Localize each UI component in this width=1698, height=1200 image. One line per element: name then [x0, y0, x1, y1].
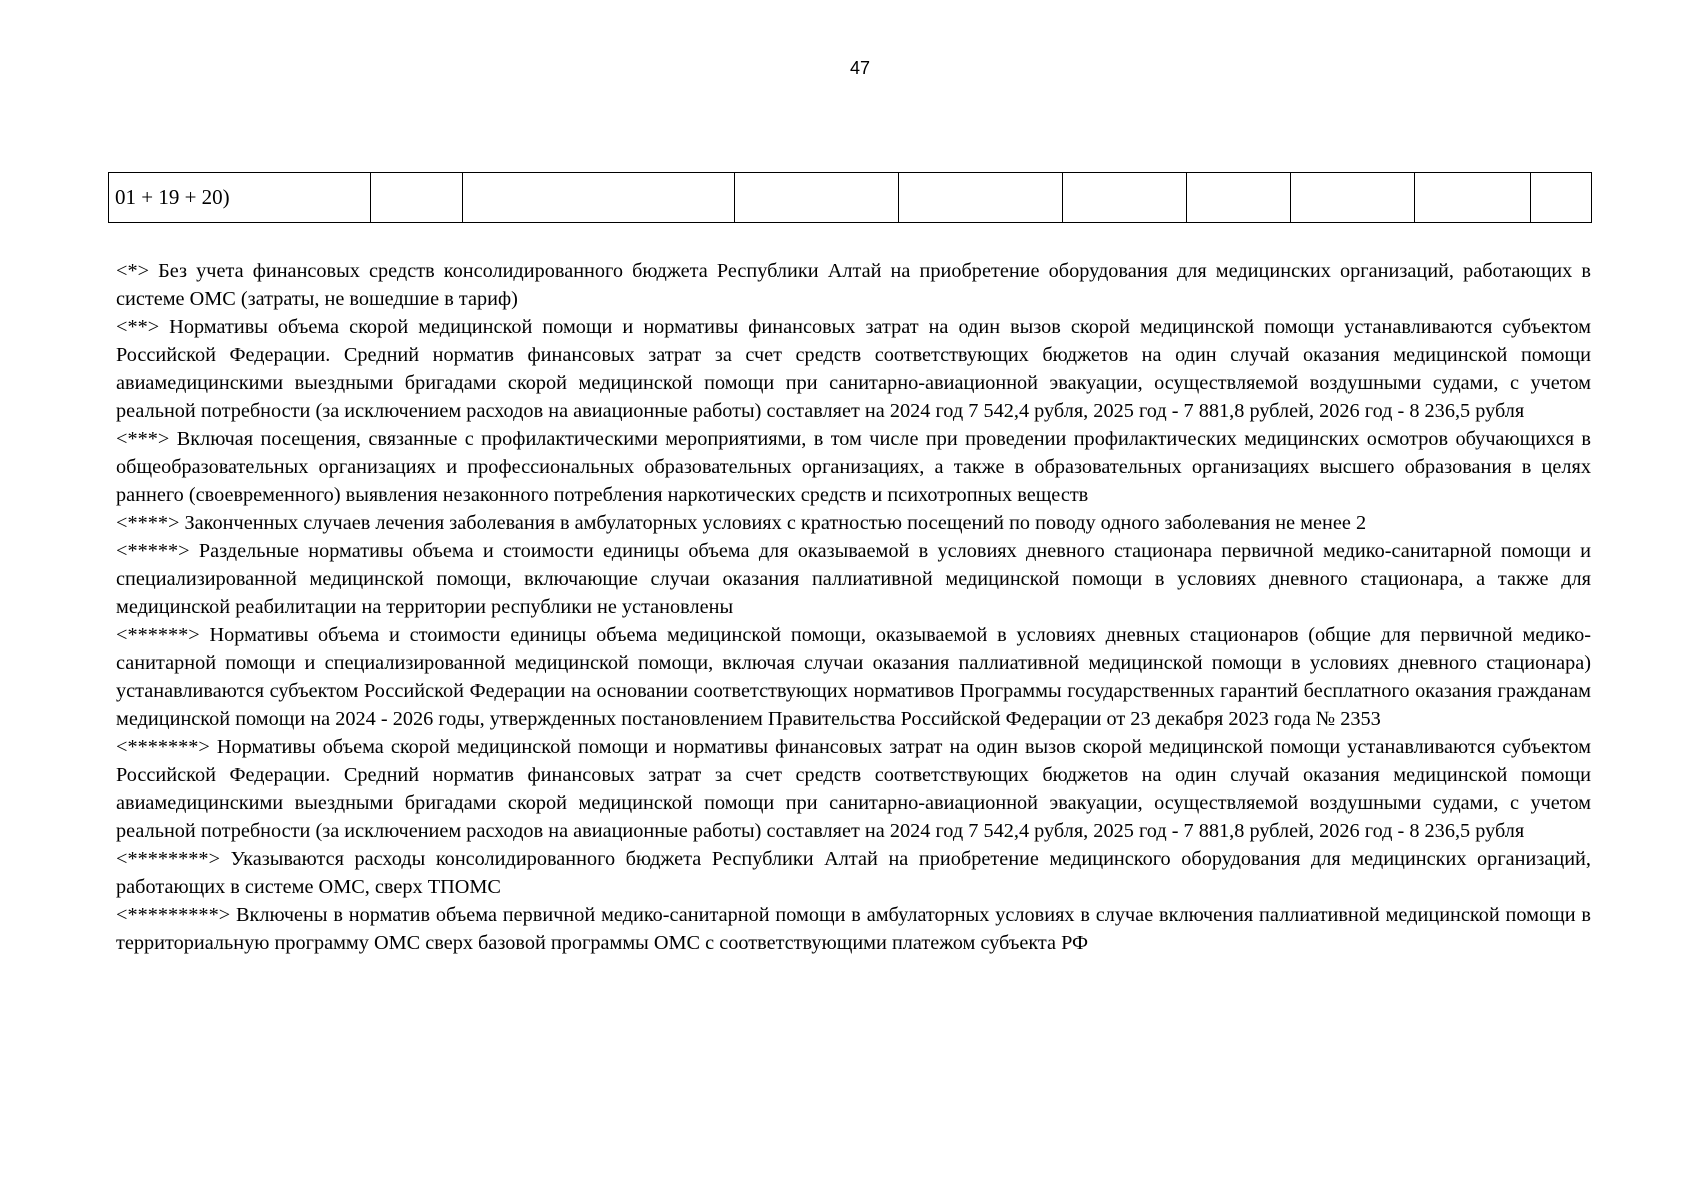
table-cell [735, 173, 899, 223]
footnote: <***> Включая посещения, связанные с профилактическими мероприятиями, в том числе при проведении профилактических медицинских осмотров обучающихся в общеобразовательных организациях и профессиональных образовательных организациях, а также в образовательных организациях высшего образования в целях раннего (своевременного) выявления незаконного потребления наркотических средств и психотропных веществ [116, 428, 1591, 506]
footnote: <*****> Раздельные нормативы объема и стоимости единицы объема для оказываемой в условиях дневного стационара первичной медико-санитарной помощи и специализированной медицинской помощи, включающие случаи оказания паллиативной медицинской помощи в условиях дневного стационара, а также для медицинской реабилитации на территории республики не установлены [116, 540, 1591, 618]
page-number: 47 [849, 58, 871, 78]
table-cell: 01 + 19 + 20) [109, 173, 371, 223]
footnote: <**> Нормативы объема скорой медицинской помощи и нормативы финансовых затрат на один вызов скорой медицинской помощи устанавливаются субъектом Российской Федерации. Средний норматив финансовых затрат за счет средств соответствующих бюджетов на один случай оказания медицинской помощи авиамедицинскими выездными бригадами скорой медицинской помощи при санитарно-авиационной эвакуации, осуществляемой воздушными судами, с учетом реальной потребности (за исключением расходов на авиационные работы) составляет на 2024 год 7 542,4 рубля, 2025 год - 7 881,8 рублей, 2026 год - 8 236,5 рубля [116, 316, 1591, 422]
table-cell [1063, 173, 1187, 223]
footnote: <********> Указываются расходы консолидированного бюджета Республики Алтай на приобретение медицинского оборудования для медицинских организаций, работающих в системе ОМС, сверх ТПОМС [116, 848, 1591, 898]
footnote: <*********> Включены в норматив объема первичной медико-санитарной помощи в амбулаторных условиях в случае включения паллиативной медицинской помощи в территориальную программу ОМС сверх базовой программы ОМС с соответствующими платежом субъекта РФ [116, 904, 1591, 954]
footnote: <*******> Нормативы объема скорой медицинской помощи и нормативы финансовых затрат на один вызов скорой медицинской помощи устанавливаются субъектом Российской Федерации. Средний норматив финансовых затрат за счет средств соответствующих бюджетов на один случай оказания медицинской помощи авиамедицинскими выездными бригадами скорой медицинской помощи при санитарно-авиационной эвакуации, осуществляемой воздушными судами, с учетом реальной потребности (за исключением расходов на авиационные работы) составляет на 2024 год 7 542,4 рубля, 2025 год - 7 881,8 рублей, 2026 год - 8 236,5 рубля [116, 736, 1591, 842]
table-cell [899, 173, 1063, 223]
footnote: <****> Законченных случаев лечения заболевания в амбулаторных условиях с кратностью посещений по поводу одного заболевания не менее 2 [116, 512, 1367, 534]
table-cell [371, 173, 463, 223]
footnote: <******> Нормативы объема и стоимости единицы объема медицинской помощи, оказываемой в условиях дневных стационаров (общие для первичной медико-санитарной помощи и специализированной медицинской помощи, включая случаи оказания паллиативной медицинской помощи в условиях дневного стационара) устанавливаются субъектом Российской Федерации на основании соответствующих нормативов Программы государственных гарантий бесплатного оказания гражданам медицинской помощи на 2024 - 2026 годы, утвержденных постановлением Правительства Российской Федерации от 23 декабря 2023 года № 2353 [116, 624, 1591, 730]
table-cell [1187, 173, 1291, 223]
footnote: <*> Без учета финансовых средств консолидированного бюджета Республики Алтай на приобретение оборудования для медицинских организаций, работающих в системе ОМС (затраты, не вошедшие в тариф) [116, 260, 1591, 310]
table-continuation [108, 172, 1592, 223]
table-row [109, 173, 1592, 223]
table-cell [1291, 173, 1415, 223]
footnotes [116, 257, 1591, 957]
table-cell [1531, 173, 1592, 223]
table-cell [463, 173, 735, 223]
table-cell [1415, 173, 1531, 223]
